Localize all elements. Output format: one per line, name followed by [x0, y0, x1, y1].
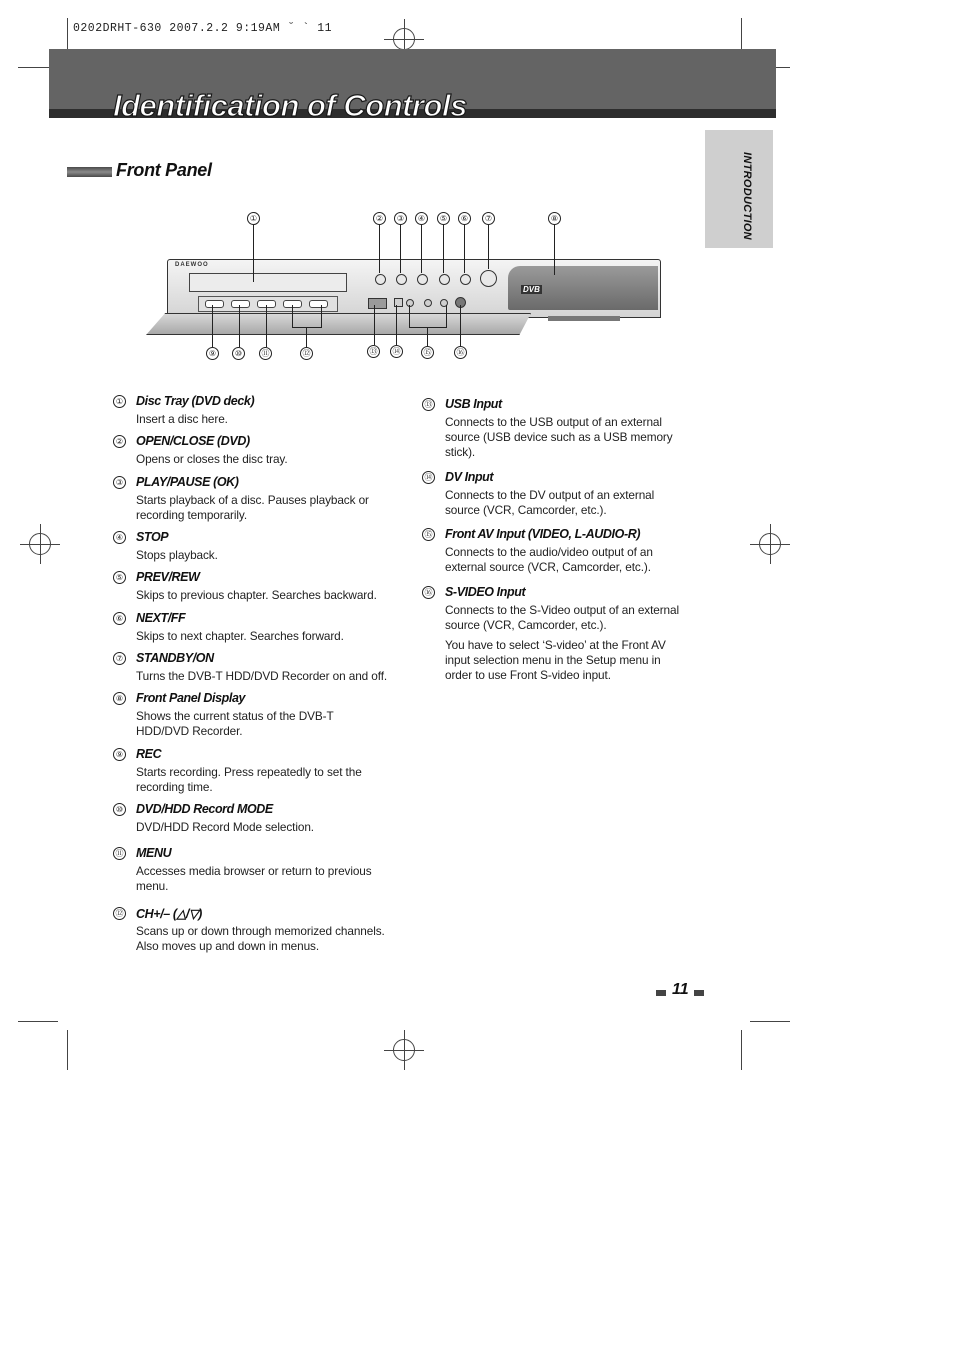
registration-mark-icon — [393, 1039, 415, 1061]
crop-mark — [741, 1030, 742, 1070]
section-title: Front Panel — [116, 160, 212, 180]
item-description: Scans up or down through memorized channels. Also moves up and down in menus. — [136, 924, 385, 953]
ch-plus-button — [309, 300, 328, 308]
registration-mark-icon — [759, 533, 781, 555]
callout-leader — [554, 225, 555, 275]
usb-port — [368, 298, 387, 309]
s-video-jack — [455, 297, 466, 308]
menu-button — [257, 300, 276, 308]
item-description: Turns the DVB-T HDD/DVD Recorder on and off. — [136, 669, 388, 683]
callout-marker: ⑪ — [259, 347, 272, 360]
page-title: Identification of Controls — [113, 88, 467, 123]
item-title: Disc Tray (DVD deck) — [136, 394, 255, 408]
callout-leader — [374, 305, 375, 345]
item-description: Starts recording. Press repeatedly to set the recording time. — [136, 765, 362, 794]
callout-marker: ⑨ — [206, 347, 219, 360]
item-title: OPEN/CLOSE (DVD) — [136, 434, 250, 448]
next-ff-button — [460, 274, 471, 285]
callout-marker: ⑬ — [367, 345, 380, 358]
print-header: 0202DRHT-630 2007.2.2 9:19AM ˘ ` 11 — [73, 22, 333, 35]
callout-leader — [306, 328, 307, 347]
item-title: USB Input — [445, 397, 502, 411]
item-number: ⑥ — [113, 612, 126, 625]
callout-marker: ⑧ — [548, 212, 561, 225]
item-number: ③ — [113, 476, 126, 489]
callout-marker: ⑮ — [421, 346, 434, 359]
item-number: ⑧ — [113, 692, 126, 705]
registration-mark-icon — [29, 533, 51, 555]
section-heading-bar — [67, 167, 112, 177]
page-number-bar-left — [656, 990, 666, 996]
callout-marker: ④ — [415, 212, 428, 225]
crop-mark — [18, 1021, 58, 1022]
callout-leader — [212, 305, 213, 347]
item-number: ② — [113, 435, 126, 448]
item-number: ⑬ — [422, 398, 435, 411]
item-description: Connects to the DV output of an external source (VCR, Camcorder, etc.). — [445, 488, 655, 517]
front-door — [146, 313, 531, 335]
item-number: ⑦ — [113, 652, 126, 665]
callout-leader — [443, 225, 444, 273]
callout-leader — [266, 305, 267, 347]
item-number: ⑤ — [113, 571, 126, 584]
callout-leader — [421, 225, 422, 273]
stop-button — [417, 274, 428, 285]
item-description: Shows the current status of the DVB-T HDD/DVD Recorder. — [136, 709, 334, 738]
callout-leader — [464, 225, 465, 273]
dv-port — [394, 298, 403, 307]
callout-leader — [427, 328, 428, 346]
item-description: Stops playback. — [136, 548, 218, 562]
item-title: PREV/REW — [136, 570, 200, 584]
item-description: DVD/HDD Record Mode selection. — [136, 820, 314, 834]
item-description: Insert a disc here. — [136, 412, 228, 426]
item-title: CH+/– (△/▽) — [136, 907, 202, 921]
item-number: ⑭ — [422, 471, 435, 484]
item-description: Skips to next chapter. Searches forward. — [136, 629, 344, 643]
registration-mark-icon — [393, 28, 415, 50]
item-description: Connects to the audio/video output of an external source (VCR, Camcorder, etc.). — [445, 545, 653, 574]
play-pause-button — [396, 274, 407, 285]
item-title: Front Panel Display — [136, 691, 246, 705]
item-title: Front AV Input (VIDEO, L-AUDIO-R) — [445, 527, 641, 541]
item-title: MENU — [136, 846, 172, 860]
callout-marker: ⑥ — [458, 212, 471, 225]
callout-leader — [460, 305, 461, 346]
item-number: ⑨ — [113, 748, 126, 761]
record-mode-button — [231, 300, 250, 308]
item-description: Accesses media browser or return to previous menu. — [136, 864, 372, 893]
item-number: ⑯ — [422, 586, 435, 599]
item-number: ⑫ — [113, 907, 126, 920]
item-note: You have to select ‘S-video’ at the Front AV input selection menu in the Setup menu in order to use Front S-video input. — [445, 638, 666, 682]
callout-marker: ⑯ — [454, 346, 467, 359]
standby-button — [480, 270, 497, 287]
page-number: 11 — [672, 981, 689, 998]
page-number-bar-right — [694, 990, 704, 996]
callout-leader — [253, 225, 254, 282]
item-description: Skips to previous chapter. Searches backward. — [136, 588, 377, 602]
item-title: DVD/HDD Record MODE — [136, 802, 273, 816]
item-number: ⑪ — [113, 847, 126, 860]
callout-marker: ⑦ — [482, 212, 495, 225]
video-jack — [406, 299, 414, 307]
callout-bracket — [292, 305, 322, 328]
callout-leader — [379, 225, 380, 273]
item-title: S-VIDEO Input — [445, 585, 526, 599]
audio-r-jack — [440, 299, 448, 307]
item-description: Connects to the S-Video output of an external source (VCR, Camcorder, etc.). — [445, 603, 680, 632]
crop-mark — [67, 1030, 68, 1070]
callout-leader — [488, 225, 489, 269]
section-side-tab — [705, 130, 773, 248]
device-body — [167, 259, 661, 318]
callout-marker: ③ — [394, 212, 407, 225]
item-title: STANDBY/ON — [136, 651, 214, 665]
item-number: ⑩ — [113, 803, 126, 816]
callout-marker: ② — [373, 212, 386, 225]
prev-rew-button — [439, 274, 450, 285]
callout-marker: ⑤ — [437, 212, 450, 225]
side-tab-label: INTRODUCTION — [741, 152, 753, 240]
rec-button — [205, 300, 224, 308]
callout-marker: ⑩ — [232, 347, 245, 360]
open-close-button — [375, 274, 386, 285]
item-title: NEXT/FF — [136, 611, 186, 625]
item-description: Opens or closes the disc tray. — [136, 452, 288, 466]
dvb-logo: DVB — [523, 285, 540, 294]
front-panel-display — [508, 266, 658, 310]
audio-l-jack — [424, 299, 432, 307]
callout-marker: ⑫ — [300, 347, 313, 360]
callout-leader — [396, 305, 397, 345]
item-title: PLAY/PAUSE (OK) — [136, 475, 239, 489]
item-description: Connects to the USB output of an external source (USB device such as a USB memory stick). — [445, 415, 673, 459]
button-panel — [198, 296, 338, 312]
device-foot — [548, 316, 620, 321]
callout-bracket — [409, 305, 447, 328]
disc-tray — [189, 273, 347, 292]
ch-minus-button — [283, 300, 302, 308]
item-number: ④ — [113, 531, 126, 544]
callout-leader — [400, 225, 401, 273]
item-number: ① — [113, 395, 126, 408]
item-title: DV Input — [445, 470, 494, 484]
item-description: Starts playback of a disc. Pauses playback or recording temporarily. — [136, 493, 369, 522]
callout-marker: ⑭ — [390, 345, 403, 358]
item-title: STOP — [136, 530, 169, 544]
item-number: ⑮ — [422, 528, 435, 541]
item-title: REC — [136, 747, 162, 761]
crop-mark — [750, 1021, 790, 1022]
device-brand-logo: DAEWOO — [175, 262, 209, 268]
callout-marker: ① — [247, 212, 260, 225]
callout-leader — [239, 305, 240, 347]
